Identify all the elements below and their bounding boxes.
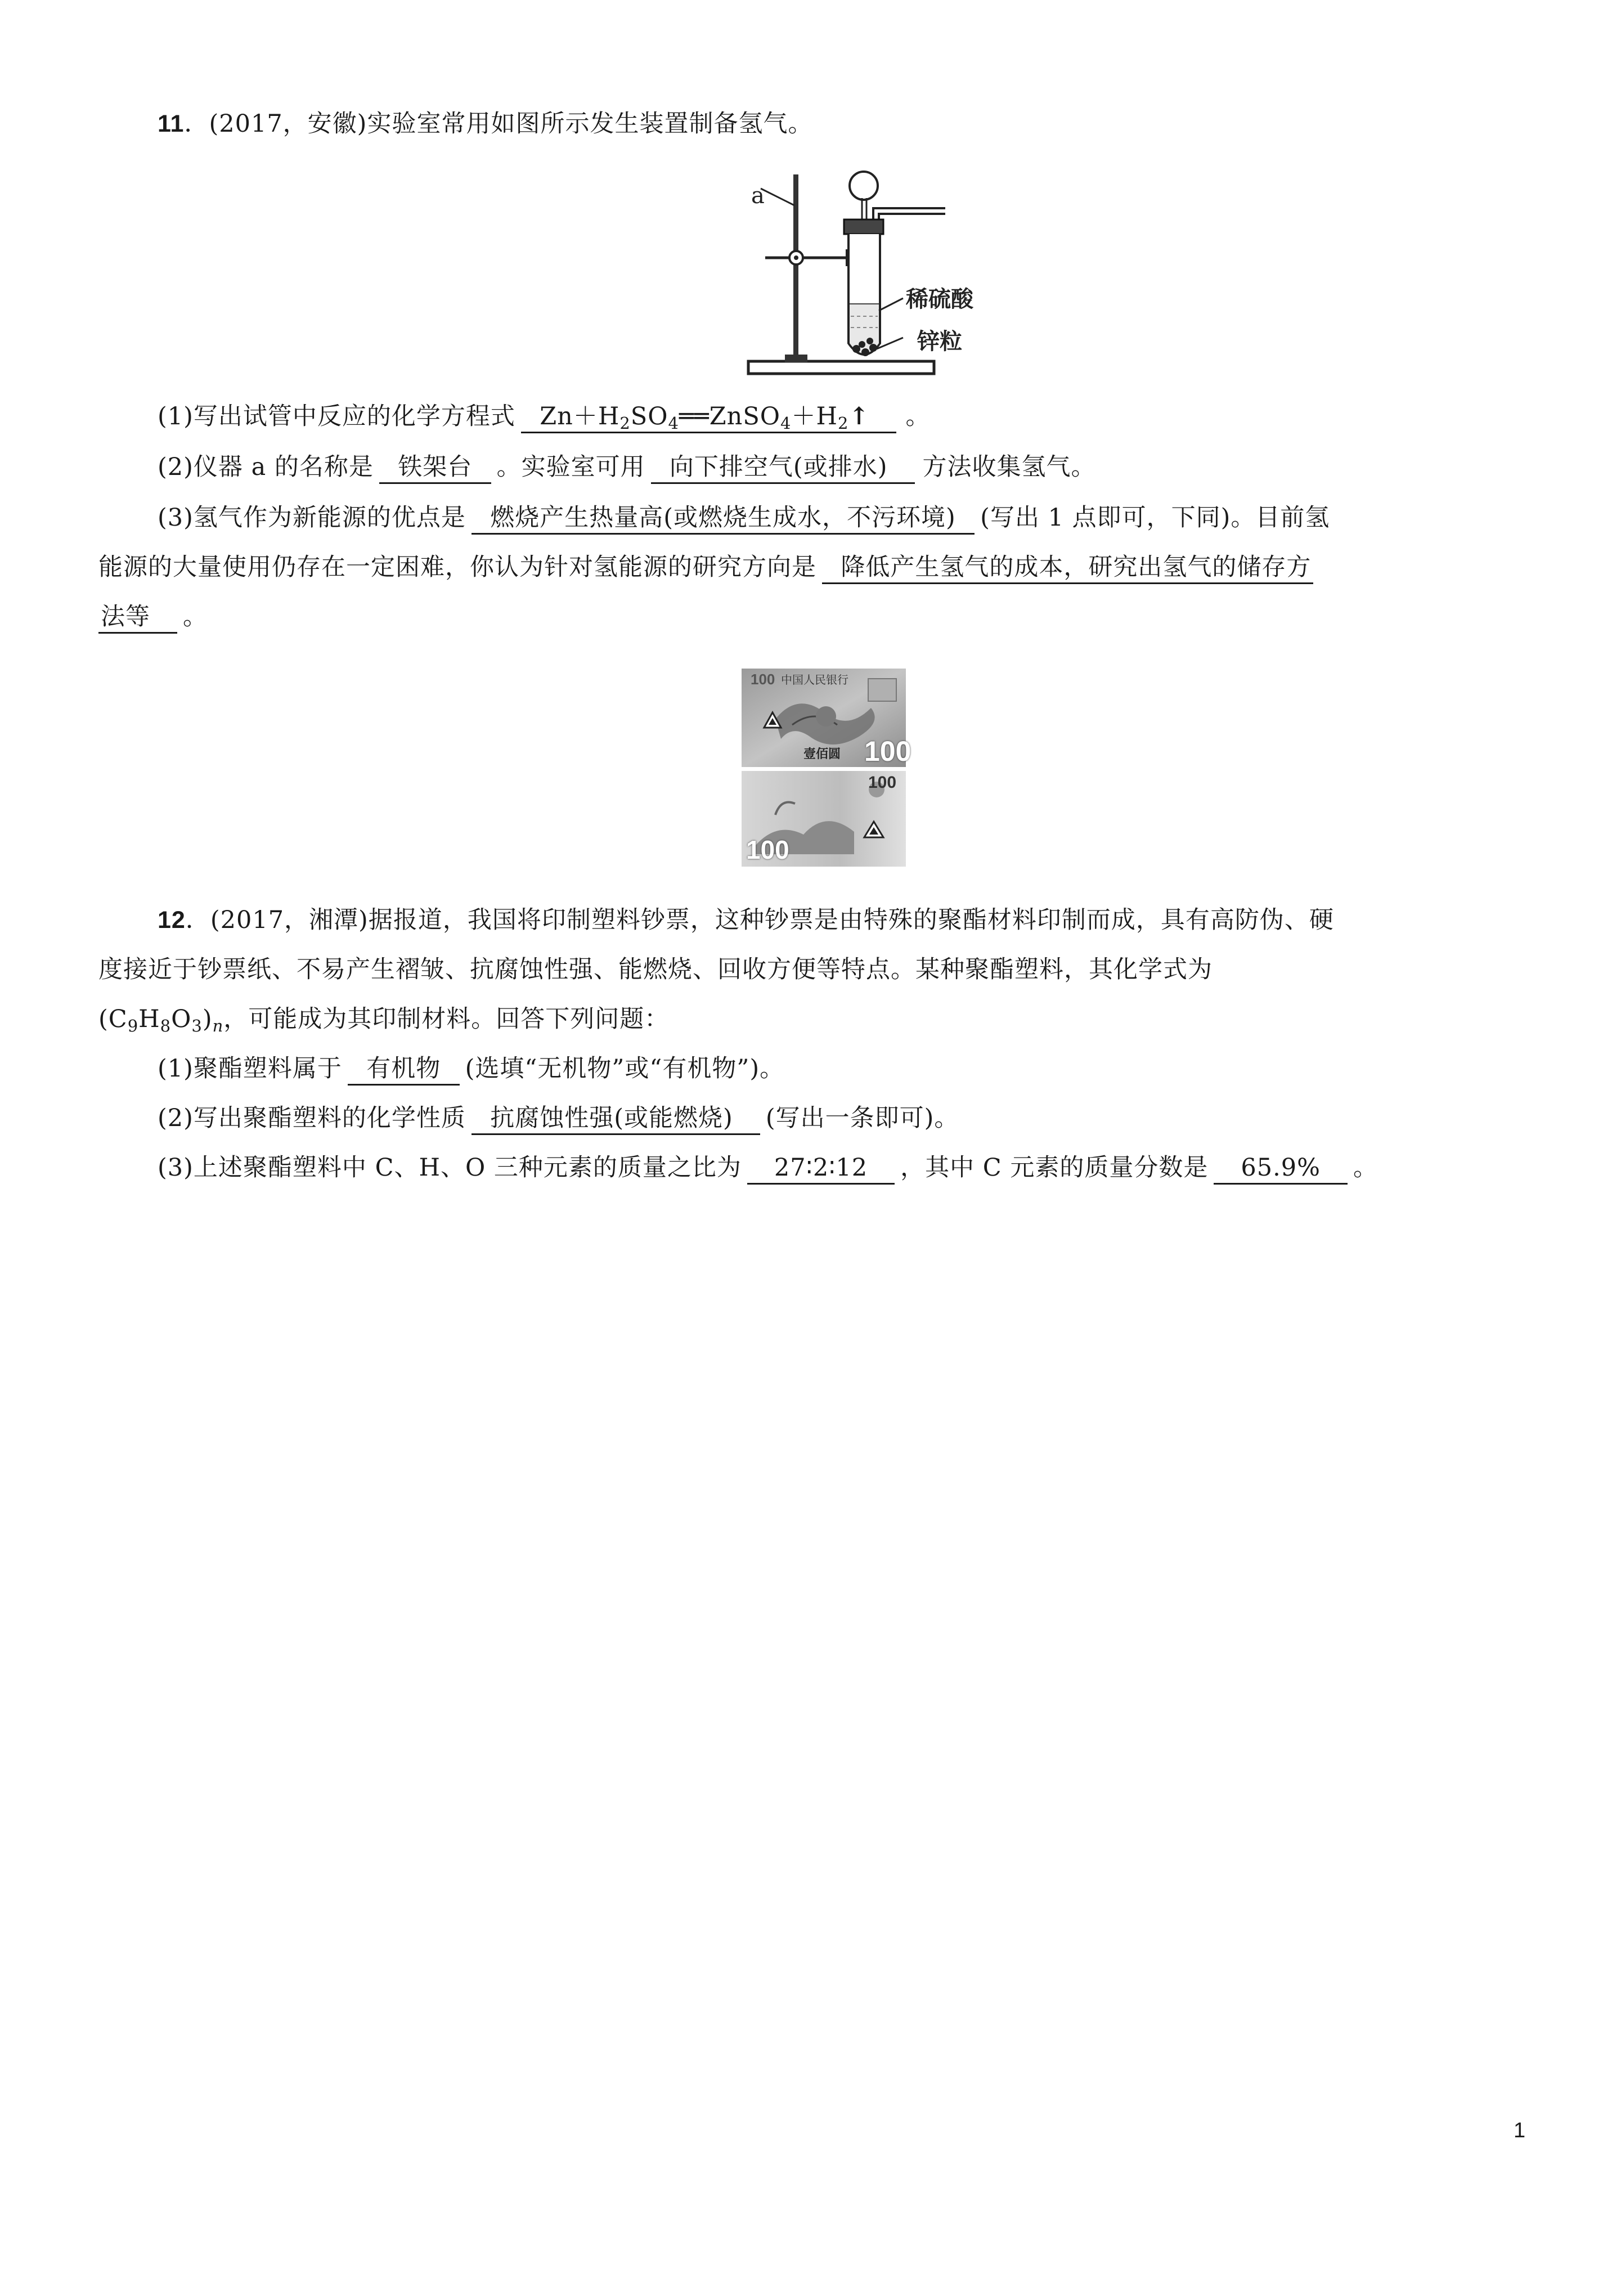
banknote-bottom-value-right: 100 [868, 773, 897, 792]
banknote-top-value: 100 [864, 736, 911, 767]
banknote-top-corner-value: 100 [751, 671, 775, 688]
q12-number: 12 [158, 907, 186, 934]
label-dilute-sulfuric-acid: 稀硫酸 [906, 286, 973, 312]
q12-part3: (3)上述聚酯塑料中 C、H、O 三种元素的质量之比为 27∶2∶12 ，其中 C 元素的质量分数是 65.9% 。 [158, 1151, 1378, 1185]
q12-answer-chemical-property: 抗腐蚀性强(或能燃烧) [472, 1103, 760, 1135]
q12-stem-line3: $(C_9H_8O_3)_n$，可能成为其印制材料。回答下列问题： [98, 1005, 670, 1035]
q11-part3-line3: 法等 。 [98, 600, 208, 634]
q11-answer-equation: $Zn+H_2SO_4══ZnSO_4+H_2↑$ [521, 401, 897, 433]
q12-stem-line2: 度接近于钞票纸、不易产生褶皱、抗腐蚀性强、能燃烧、回收方便等特点。某种聚酯塑料，其化学式为 [98, 956, 1213, 984]
q12-answer-classification: 有机物 [348, 1053, 460, 1086]
hydrogen-apparatus-figure [731, 163, 973, 383]
q11-stem: 11．(2017，安徽)实验室常用如图所示发生装置制备氢气。 [158, 110, 813, 138]
q12-answer-mass-fraction: 65.9% [1214, 1153, 1348, 1185]
q11-answer-research-a: 降低产生氢气的成本，研究出氢气的储存方 [822, 552, 1313, 584]
q12-part2: (2)写出聚酯塑料的化学性质 抗腐蚀性强(或能燃烧) (写出一条即可)。 [158, 1101, 959, 1135]
q12-stem-line1: 12．(2017，湘潭)据报道，我国将印制塑料钞票，这种钞票是由特殊的聚酯材料印制而成，具有高防伪、硬 [158, 906, 1334, 934]
label-a: a [751, 183, 765, 209]
gas-arrow-icon: ↑ [848, 402, 870, 430]
polyester-formula: $(C_9H_8O_3)_n$ [98, 1005, 224, 1035]
q11-part3-line2: 能源的大量使用仍存在一定困难，你认为针对氢能源的研究方向是 降低产生氢气的成本，研究出氢气的储存方 [98, 550, 1313, 584]
label-zinc-granules: 锌粒 [917, 329, 962, 355]
banknote-top-header: 中国人民银行 [781, 673, 848, 687]
q11-number: 11 [158, 110, 185, 137]
q11-answer-instrument: 铁架台 [379, 452, 491, 484]
q11-answer-research-b: 法等 [98, 602, 177, 634]
q11-part2: (2)仪器 a 的名称是 铁架台 。实验室可用 向下排空气(或排水) 方法收集氢气。 [158, 450, 1096, 484]
q11-part3-line1: (3)氢气作为新能源的优点是 燃烧产生热量高(或燃烧生成水，不污环境) (写出 1 点即可，下同)。目前氢 [158, 501, 1330, 535]
page-number: 1 [1514, 2119, 1526, 2142]
banknote-bottom-value-left: 100 [746, 835, 789, 864]
q11-answer-advantage: 燃烧产生热量高(或燃烧生成水，不污环境) [472, 503, 975, 535]
plastic-banknote-figure [742, 669, 911, 867]
q12-part1: (1)聚酯塑料属于 有机物 (选填“无机物”或“有机物”)。 [158, 1052, 784, 1086]
q11-answer-collection: 向下排空气(或排水) [651, 452, 915, 484]
banknote-top-words: 壹佰圆 [803, 747, 841, 761]
q11-part1: (1)写出试管中反应的化学方程式 $Zn+H_2SO_4══ZnSO_4+H_2↑$ 。 [158, 402, 931, 433]
q12-answer-mass-ratio: 27∶2∶12 [747, 1153, 895, 1185]
